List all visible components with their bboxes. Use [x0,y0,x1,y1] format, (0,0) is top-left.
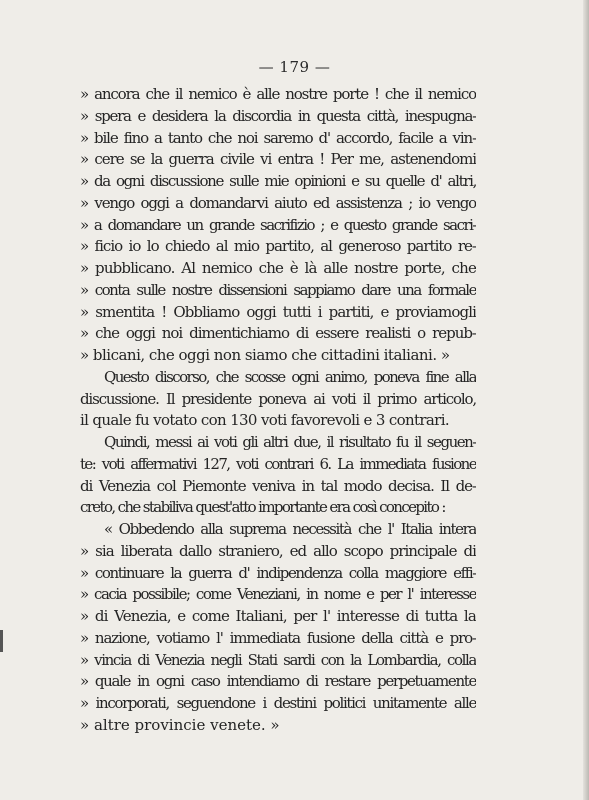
text-line: » che oggi noi dimentichiamo di essere realisti o repub- [80,324,476,343]
text-line: » da ogni discussione sulle mie opinioni e su quelle d' altri, [80,172,476,190]
text-line: te: voti affermativi 127, voti contrari 6. La immediata fusione [80,454,476,473]
text-line: » cacia possibile; come Veneziani, in nome e per l' interesse [80,585,476,604]
text-line: » nazione, votiamo l' immediata fusione della città e pro- [80,628,476,647]
text-line: » conta sulle nostre dissensioni sappiamo dare una formale [80,280,476,299]
text-line: » altre provincie venete. » [80,715,280,734]
text-line: » quale in ogni caso intendiamo di restare perpetuamente [80,672,476,691]
text-line: il quale fu votato con 130 voti favorevoli e 3 contrari. [80,411,449,430]
text-line: » a domandare un grande sacrifizio ; e questo grande sacri- [80,215,476,234]
text-line: » continuare la guerra d' indipendenza colla maggiore effi- [80,563,476,582]
text-line: » incorporati, seguendone i destini politici unitamente alle [80,694,476,712]
text-line: » vincia di Venezia negli Stati sardi con la Lombardia, colla [80,650,476,669]
text-line: « Obbedendo alla suprema necessità che l' Italia intera [104,520,476,538]
page-edge-shadow [583,0,589,800]
text-line: » pubblicano. Al nemico che è là alle nostre porte, che [80,259,476,277]
text-line: Quindi, messi ai voti gli altri due, il risultato fu il seguen- [104,433,476,451]
text-line: » ficio io lo chiedo al mio partito, al generoso partito re- [80,237,476,256]
text-line: » sia liberata dallo straniero, ed allo scopo principale di [80,541,476,560]
text-line: » ancora che il nemico è alle nostre porte ! che il nemico [80,85,476,103]
page-number: — 179 — [258,58,331,76]
text-line: discussione. Il presidente poneva ai voti il primo articolo, [80,389,476,408]
text-line: » di Venezia, e come Italiani, per l' interesse di tutta la [80,607,476,625]
text-line: di Venezia col Piemonte veniva in tal modo decisa. Il de- [80,476,476,495]
text-line: » cere se la guerra civile vi entra ! Per me, astenendomi [80,150,476,169]
text-line: » spera e desidera la discordia in questa città, inespugna- [80,106,476,125]
binding-mark [0,630,3,652]
text-line: Questo discorso, che scosse ogni animo, poneva fine alla [104,367,476,386]
text-line: » vengo oggi a domandarvi aiuto ed assistenza ; io vengo [80,193,476,212]
text-line: » bile fino a tanto che noi saremo d' accordo, facile a vin- [80,128,476,147]
text-line: creto, che stabiliva quest'atto importante era così concepito : [80,498,445,517]
text-line: » smentita ! Obbliamo oggi tutti i partiti, e proviamogli [80,302,476,321]
text-line: » blicani, che oggi non siamo che cittadini italiani. » [80,346,450,364]
body-text [80,84,476,737]
